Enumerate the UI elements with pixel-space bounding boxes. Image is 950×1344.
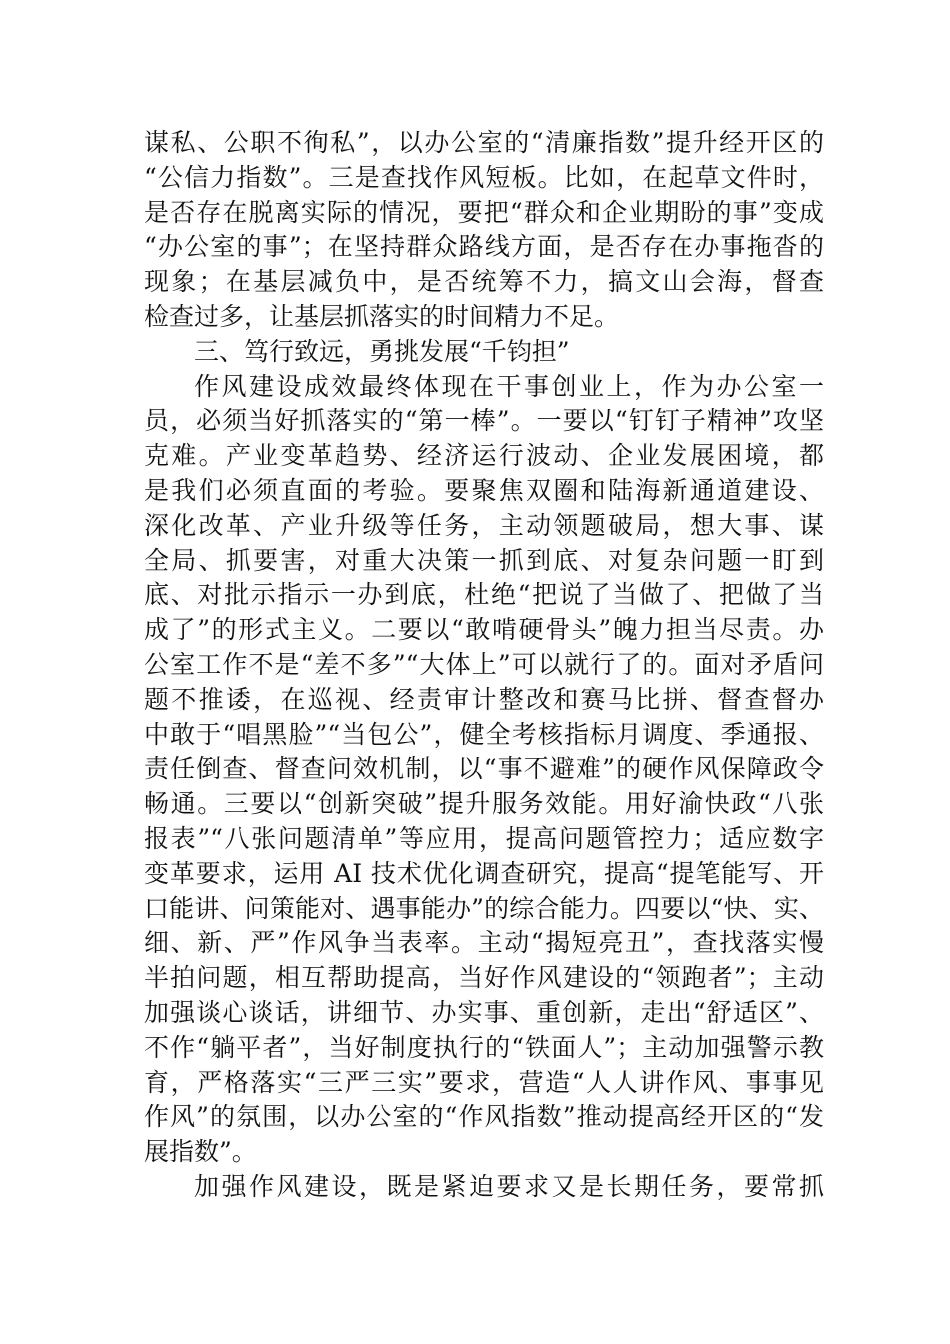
text-line: 谋私、公职不徇私”，以办公室的“清廉指数”提升经开区的 <box>144 128 824 157</box>
text-line: 公室工作不是“差不多”“大体上”可以就行了的。面对矛盾问 <box>144 649 824 679</box>
text-line: 检查过多，让基层抓落实的时间精力不足。 <box>144 301 620 331</box>
text-line: 中敢于“唱黑脸”“当包公”，健全考核指标月调度、季通报、 <box>144 719 824 749</box>
text-line: 不作“躺平者”，当好制度执行的“铁面人”；主动加强警示教 <box>144 1032 824 1062</box>
text-line: 深化改革、产业升级等任务，主动领题破局，想大事、谋 <box>144 510 824 540</box>
text-line: 畅通。三要以“创新突破”提升服务效能。用好渝快政“八张 <box>144 789 824 819</box>
body-text <box>144 126 824 1205</box>
text-line: 口能讲、问策能对、遇事能办”的综合能力。四要以“快、实、 <box>144 893 824 923</box>
text-line: 责任倒查、督查问效机制，以“事不避难”的硬作风保障政令 <box>144 754 824 784</box>
text-line: 加强谈心谈话，讲细节、办实事、重创新，走出“舒适区”、 <box>144 997 824 1027</box>
text-line: 全局、抓要害，对重大决策一抓到底、对复杂问题一盯到 <box>144 545 824 575</box>
text-line: 题不推诿，在巡视、经责审计整改和赛马比拼、督查督办 <box>144 684 824 714</box>
text-line: 展指数”。 <box>144 1137 257 1167</box>
text-line: 作风建设成效最终体现在干事创业上，作为办公室一 <box>194 371 824 401</box>
text-line: 作风”的氛围，以办公室的“作风指数”推动提高经开区的“发 <box>144 1102 824 1132</box>
text-line: 加强作风建设，既是紧迫要求又是长期任务，要常抓 <box>194 1171 824 1201</box>
text-line: 成了”的形式主义。二要以“敢啃硬骨头”魄力担当尽责。办 <box>144 615 824 645</box>
text-line: 细、新、严”作风争当表率。主动“揭短亮丑”，查找落实慢 <box>144 928 824 958</box>
section-heading: 三、笃行致远，勇挑发展“千钧担” <box>194 336 570 366</box>
text-line: 员，必须当好抓落实的“第一棒”。一要以“钉钉子精神”攻坚 <box>144 406 824 436</box>
text-line: 底、对批示指示一办到底，杜绝“把说了当做了、把做了当 <box>144 580 824 610</box>
text-line: 是我们必须直面的考验。要聚焦双圈和陆海新通道建设、 <box>144 475 824 505</box>
text-line: “公信力指数”。三是查找作风短板。比如，在起草文件时， <box>144 162 824 192</box>
text-line: “办公室的事”；在坚持群众路线方面，是否存在办事拖沓的 <box>144 232 824 262</box>
text-line: 现象；在基层减负中，是否统筹不力，搞文山会海，督查 <box>144 267 824 297</box>
text-line: 是否存在脱离实际的情况，要把“群众和企业期盼的事”变成 <box>144 197 824 227</box>
text-line: 报表”“八张问题清单”等应用，提高问题管控力；适应数字 <box>144 823 824 853</box>
text-line: 育，严格落实“三严三实”要求，营造“人人讲作风、事事见 <box>144 1067 824 1097</box>
text-line: 半拍问题，相互帮助提高，当好作风建设的“领跑者”；主动 <box>144 963 824 993</box>
text-line: 变革要求，运用 AI 技术优化调查研究，提高“提笔能写、开 <box>144 858 824 888</box>
text-line: 克难。产业变革趋势、经济运行波动、企业发展困境，都 <box>144 441 824 471</box>
